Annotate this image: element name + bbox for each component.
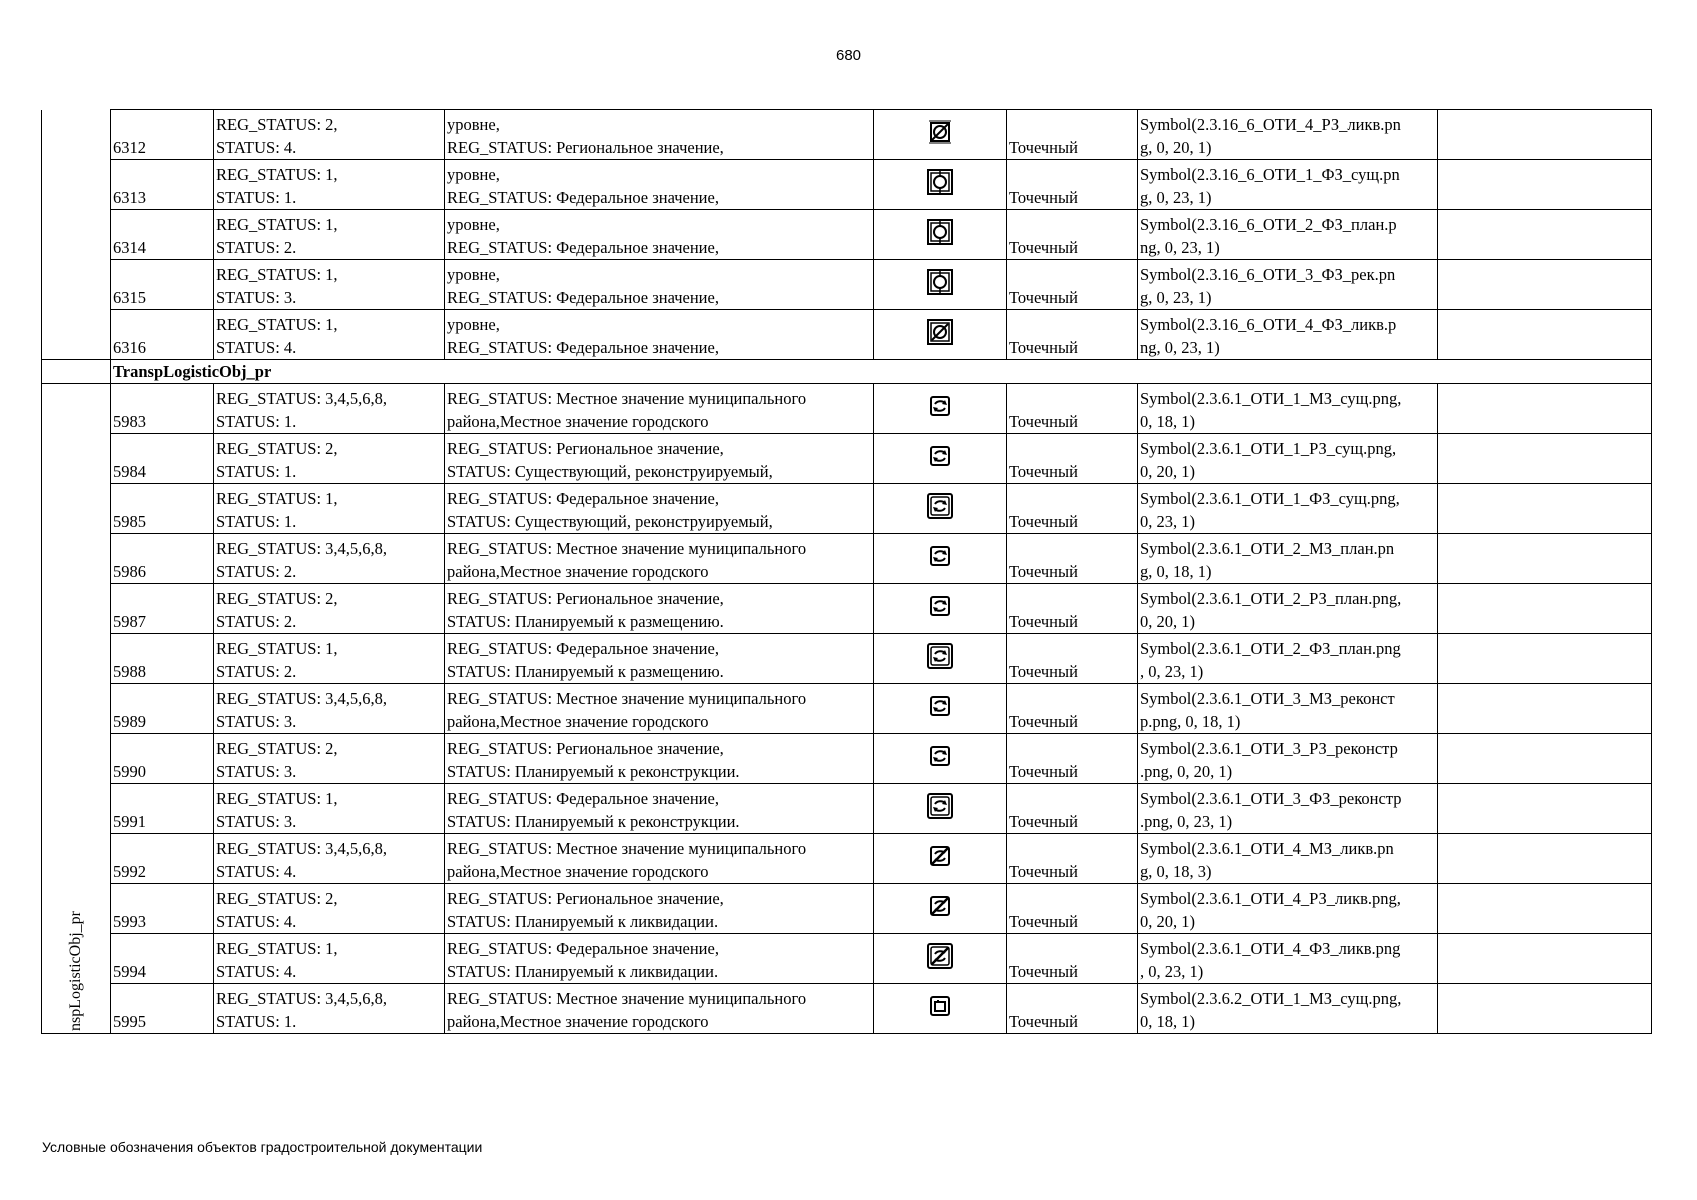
table-row <box>42 310 1652 360</box>
empty-cell <box>1438 384 1652 434</box>
cell-line: STATUS: 3. <box>216 812 297 831</box>
geometry-cell: Точечный <box>1007 310 1138 360</box>
code-cell: 5988 <box>111 634 214 684</box>
cell-line: района,Местное значение городского <box>447 412 709 431</box>
cell-line: района,Местное значение городского <box>447 862 709 881</box>
symbol-square-icon <box>923 989 957 1023</box>
symbol-cell <box>1138 934 1438 984</box>
cell-line: Symbol(2.3.16_6_ОТИ_3_ФЗ_рек.pn <box>1140 265 1396 284</box>
symbol-cell <box>1138 160 1438 210</box>
cell-line: Symbol(2.3.6.1_ОТИ_2_РЗ_план.png, <box>1140 589 1402 608</box>
cell-line: 0, 20, 1) <box>1140 462 1195 481</box>
symbol-cycle-federal-icon <box>923 639 957 673</box>
geometry-cell: Точечный <box>1007 110 1138 160</box>
cell-line: REG_STATUS: Региональное значение, <box>447 589 724 608</box>
condition-cell <box>214 684 445 734</box>
cell-line: REG_STATUS: Местное значение муниципального <box>447 689 807 708</box>
page-number: 680 <box>835 47 862 64</box>
cell-line: STATUS: Планируемый к реконструкции. <box>447 812 740 831</box>
description-cell <box>445 984 874 1034</box>
symbol-cell <box>1138 110 1438 160</box>
empty-cell <box>1438 784 1652 834</box>
description-cell <box>445 160 874 210</box>
empty-cell <box>1438 984 1652 1034</box>
cell-line: STATUS: Планируемый к размещению. <box>447 612 724 631</box>
cell-line: REG_STATUS: 3,4,5,6,8, <box>216 539 388 558</box>
description-cell <box>445 434 874 484</box>
condition-cell <box>214 384 445 434</box>
symbol-liquidation-federal-icon <box>923 315 957 349</box>
icon-cell <box>874 834 1007 884</box>
condition-cell <box>214 984 445 1034</box>
empty-cell <box>1438 210 1652 260</box>
description-cell <box>445 684 874 734</box>
icon-cell <box>874 210 1007 260</box>
cell-line: STATUS: 2. <box>216 562 297 581</box>
cell-line: REG_STATUS: 2, <box>216 889 338 908</box>
cell-line: REG_STATUS: 3,4,5,6,8, <box>216 389 388 408</box>
geometry-cell: Точечный <box>1007 260 1138 310</box>
geometry-cell: Точечный <box>1007 584 1138 634</box>
table-row <box>42 834 1652 884</box>
symbol-cell <box>1138 734 1438 784</box>
cell-line: REG_STATUS: 1, <box>216 265 338 284</box>
cell-line: Symbol(2.3.6.1_ОТИ_1_ФЗ_сущ.png, <box>1140 489 1400 508</box>
code-cell: 5991 <box>111 784 214 834</box>
cell-line: Symbol(2.3.6.1_ОТИ_1_РЗ_сущ.png, <box>1140 439 1397 458</box>
cell-line: STATUS: 4. <box>216 912 297 931</box>
table-row <box>42 784 1652 834</box>
cell-line: REG_STATUS: 1, <box>216 639 338 658</box>
group-cell <box>42 110 111 160</box>
table-row <box>42 934 1652 984</box>
cell-line: STATUS: Планируемый к ликвидации. <box>447 912 719 931</box>
icon-cell <box>874 634 1007 684</box>
cell-line: Symbol(2.3.6.1_ОТИ_4_РЗ_ликв.png, <box>1140 889 1401 908</box>
geometry-cell: Точечный <box>1007 834 1138 884</box>
symbol-cell <box>1138 484 1438 534</box>
cell-line: STATUS: 2. <box>216 238 297 257</box>
cell-line: 0, 20, 1) <box>1140 912 1195 931</box>
table-row <box>42 160 1652 210</box>
condition-cell <box>214 260 445 310</box>
cell-line: STATUS: 4. <box>216 962 297 981</box>
icon-cell <box>874 534 1007 584</box>
cell-line: REG_STATUS: 1, <box>216 789 338 808</box>
cell-line: района,Местное значение городского <box>447 1012 709 1031</box>
cell-line: REG_STATUS: Федеральное значение, <box>447 288 719 307</box>
symbol-cell <box>1138 210 1438 260</box>
cell-line: Symbol(2.3.16_6_ОТИ_1_ФЗ_сущ.pn <box>1140 165 1400 184</box>
geometry-cell: Точечный <box>1007 160 1138 210</box>
cell-line: STATUS: 1. <box>216 462 297 481</box>
description-cell <box>445 534 874 584</box>
icon-cell <box>874 684 1007 734</box>
cell-line: Symbol(2.3.6.1_ОТИ_1_МЗ_сущ.png, <box>1140 389 1402 408</box>
cell-line: .png, 0, 23, 1) <box>1140 812 1233 831</box>
cell-line: района,Местное значение городского <box>447 712 709 731</box>
cell-line: 0, 18, 1) <box>1140 412 1195 431</box>
cell-line: уровне, <box>447 165 500 184</box>
geometry-cell: Точечный <box>1007 884 1138 934</box>
cell-line: g, 0, 20, 1) <box>1140 138 1212 157</box>
code-cell: 5994 <box>111 934 214 984</box>
cell-line: REG_STATUS: Федеральное значение, <box>447 188 719 207</box>
group-cell <box>42 160 111 210</box>
symbol-circle-federal-icon <box>923 165 957 199</box>
description-cell <box>445 584 874 634</box>
symbol-cycle-liquidation-federal-icon <box>923 939 957 973</box>
empty-cell <box>1438 160 1652 210</box>
code-cell: 5992 <box>111 834 214 884</box>
cell-line: уровне, <box>447 315 500 334</box>
symbol-cell <box>1138 310 1438 360</box>
cell-line: REG_STATUS: 1, <box>216 939 338 958</box>
symbol-table <box>41 109 1652 1034</box>
description-cell <box>445 884 874 934</box>
icon-cell <box>874 484 1007 534</box>
code-cell: 5990 <box>111 734 214 784</box>
cell-line: STATUS: Планируемый к размещению. <box>447 662 724 681</box>
cell-line: STATUS: 3. <box>216 712 297 731</box>
cell-line: STATUS: 2. <box>216 612 297 631</box>
geometry-cell: Точечный <box>1007 934 1138 984</box>
cell-line: REG_STATUS: 3,4,5,6,8, <box>216 989 388 1008</box>
description-cell <box>445 310 874 360</box>
symbol-cycle-icon <box>923 739 957 773</box>
cell-line: Symbol(2.3.6.1_ОТИ_2_ФЗ_план.png <box>1140 639 1401 658</box>
code-cell: 6315 <box>111 260 214 310</box>
section-header-row <box>42 360 1652 384</box>
cell-line: уровне, <box>447 265 500 284</box>
icon-cell <box>874 734 1007 784</box>
symbol-cell <box>1138 784 1438 834</box>
symbol-cell <box>1138 834 1438 884</box>
cell-line: REG_STATUS: 1, <box>216 215 338 234</box>
empty-cell <box>1438 584 1652 634</box>
table-row <box>42 684 1652 734</box>
cell-line: REG_STATUS: 2, <box>216 739 338 758</box>
condition-cell <box>214 210 445 260</box>
geometry-cell: Точечный <box>1007 984 1138 1034</box>
icon-cell <box>874 110 1007 160</box>
geometry-cell: Точечный <box>1007 734 1138 784</box>
table-section-header <box>42 360 1652 384</box>
symbol-cell <box>1138 534 1438 584</box>
symbol-circle-federal-icon <box>923 215 957 249</box>
symbol-cell <box>1138 384 1438 434</box>
cell-line: Symbol(2.3.6.1_ОТИ_3_РЗ_реконстр <box>1140 739 1398 758</box>
cell-line: STATUS: 1. <box>216 188 297 207</box>
cell-line: REG_STATUS: Региональное значение, <box>447 138 724 157</box>
cell-line: REG_STATUS: Федеральное значение, <box>447 939 719 958</box>
symbol-cycle-liquidation-icon <box>923 889 957 923</box>
icon-cell <box>874 934 1007 984</box>
cell-line: REG_STATUS: Федеральное значение, <box>447 639 719 658</box>
icon-cell <box>874 884 1007 934</box>
cell-line: Symbol(2.3.16_6_ОТИ_2_ФЗ_план.р <box>1140 215 1397 234</box>
cell-line: REG_STATUS: Федеральное значение, <box>447 338 719 357</box>
description-cell <box>445 834 874 884</box>
icon-cell <box>874 384 1007 434</box>
condition-cell <box>214 584 445 634</box>
symbol-cycle-federal-icon <box>923 489 957 523</box>
symbol-cell <box>1138 634 1438 684</box>
geometry-cell: Точечный <box>1007 784 1138 834</box>
geometry-cell: Точечный <box>1007 384 1138 434</box>
condition-cell <box>214 484 445 534</box>
description-cell <box>445 260 874 310</box>
empty-cell <box>1438 534 1652 584</box>
symbol-cycle-federal-icon <box>923 789 957 823</box>
description-cell <box>445 634 874 684</box>
geometry-cell: Точечный <box>1007 434 1138 484</box>
cell-line: REG_STATUS: Местное значение муниципального <box>447 389 807 408</box>
symbol-cycle-icon <box>923 389 957 423</box>
condition-cell <box>214 834 445 884</box>
cell-line: STATUS: 2. <box>216 662 297 681</box>
icon-cell <box>874 160 1007 210</box>
geometry-cell: Точечный <box>1007 484 1138 534</box>
code-cell: 6314 <box>111 210 214 260</box>
symbol-circle-federal-icon <box>923 265 957 299</box>
cell-line: REG_STATUS: 3,4,5,6,8, <box>216 689 388 708</box>
cell-line: ng, 0, 23, 1) <box>1140 338 1220 357</box>
cell-line: REG_STATUS: Местное значение муниципального <box>447 539 807 558</box>
cell-line: Symbol(2.3.6.1_ОТИ_4_МЗ_ликв.pn <box>1140 839 1394 858</box>
empty-cell <box>1438 484 1652 534</box>
description-cell <box>445 934 874 984</box>
cell-line: STATUS: 3. <box>216 288 297 307</box>
table-row <box>42 984 1652 1034</box>
cell-line: Symbol(2.3.6.1_ОТИ_4_ФЗ_ликв.png <box>1140 939 1401 958</box>
group-cell <box>42 210 111 260</box>
cell-line: REG_STATUS: 2, <box>216 589 338 608</box>
cell-line: Symbol(2.3.6.1_ОТИ_2_МЗ_план.pn <box>1140 539 1395 558</box>
table-row <box>42 484 1652 534</box>
icon-cell <box>874 310 1007 360</box>
cell-line: REG_STATUS: Местное значение муниципального <box>447 989 807 1008</box>
cell-line: , 0, 23, 1) <box>1140 662 1204 681</box>
cell-line: REG_STATUS: Федеральное значение, <box>447 238 719 257</box>
geometry-cell: Точечный <box>1007 534 1138 584</box>
cell-line: STATUS: 4. <box>216 338 297 357</box>
table-row <box>42 260 1652 310</box>
table-row <box>42 534 1652 584</box>
code-cell: 6312 <box>111 110 214 160</box>
symbol-cell <box>1138 260 1438 310</box>
empty-cell <box>1438 834 1652 884</box>
condition-cell <box>214 734 445 784</box>
cell-line: STATUS: 1. <box>216 1012 297 1031</box>
condition-cell <box>214 884 445 934</box>
symbol-liquidation-icon <box>923 115 957 149</box>
cell-line: Symbol(2.3.16_6_ОТИ_4_ФЗ_ликв.р <box>1140 315 1397 334</box>
description-cell <box>445 384 874 434</box>
code-cell: 5983 <box>111 384 214 434</box>
cell-line: Symbol(2.3.6.1_ОТИ_3_ФЗ_реконстр <box>1140 789 1402 808</box>
icon-cell <box>874 984 1007 1034</box>
cell-line: .png, 0, 20, 1) <box>1140 762 1233 781</box>
description-cell <box>445 734 874 784</box>
cell-line: 0, 23, 1) <box>1140 512 1195 531</box>
cell-line: STATUS: 3. <box>216 762 297 781</box>
cell-line: REG_STATUS: 3,4,5,6,8, <box>216 839 388 858</box>
description-cell <box>445 110 874 160</box>
cell-line: ng, 0, 23, 1) <box>1140 238 1220 257</box>
cell-line: g, 0, 18, 1) <box>1140 562 1212 581</box>
cell-line: 0, 20, 1) <box>1140 612 1195 631</box>
empty-cell <box>1438 934 1652 984</box>
geometry-cell: Точечный <box>1007 210 1138 260</box>
cell-line: STATUS: Планируемый к ликвидации. <box>447 962 719 981</box>
cell-line: REG_STATUS: 1, <box>216 165 338 184</box>
cell-line: STATUS: 4. <box>216 138 297 157</box>
condition-cell <box>214 160 445 210</box>
cell-line: p.png, 0, 18, 1) <box>1140 712 1241 731</box>
cell-line: , 0, 23, 1) <box>1140 962 1204 981</box>
empty-cell <box>1438 260 1652 310</box>
cell-line: REG_STATUS: Федеральное значение, <box>447 489 719 508</box>
empty-cell <box>1438 310 1652 360</box>
condition-cell <box>214 110 445 160</box>
cell-line: STATUS: Существующий, реконструируемый, <box>447 512 773 531</box>
symbol-cycle-liquidation-icon <box>923 839 957 873</box>
condition-cell <box>214 534 445 584</box>
empty-cell <box>1438 634 1652 684</box>
table-body-top <box>42 110 1652 360</box>
code-cell: 5986 <box>111 534 214 584</box>
cell-line: STATUS: Планируемый к реконструкции. <box>447 762 740 781</box>
symbol-cell <box>1138 984 1438 1034</box>
cell-line: уровне, <box>447 215 500 234</box>
symbol-cell <box>1138 434 1438 484</box>
code-cell: 5989 <box>111 684 214 734</box>
cell-line: g, 0, 18, 3) <box>1140 862 1212 881</box>
icon-cell <box>874 434 1007 484</box>
cell-line: g, 0, 23, 1) <box>1140 288 1212 307</box>
icon-cell <box>874 584 1007 634</box>
cell-line: REG_STATUS: 1, <box>216 489 338 508</box>
cell-line: STATUS: 1. <box>216 412 297 431</box>
cell-line: REG_STATUS: Федеральное значение, <box>447 789 719 808</box>
table-row <box>42 384 1652 434</box>
geometry-cell: Точечный <box>1007 684 1138 734</box>
cell-line: REG_STATUS: Региональное значение, <box>447 889 724 908</box>
cell-line: REG_STATUS: Региональное значение, <box>447 439 724 458</box>
symbol-cycle-icon <box>923 439 957 473</box>
code-cell: 5995 <box>111 984 214 1034</box>
code-cell: 5987 <box>111 584 214 634</box>
code-cell: 6316 <box>111 310 214 360</box>
group-cell <box>42 260 111 310</box>
code-cell: 5984 <box>111 434 214 484</box>
cell-line: 0, 18, 1) <box>1140 1012 1195 1031</box>
cell-line: Symbol(2.3.16_6_ОТИ_4_РЗ_ликв.pn <box>1140 115 1401 134</box>
condition-cell <box>214 934 445 984</box>
cell-line: Symbol(2.3.6.2_ОТИ_1_МЗ_сущ.png, <box>1140 989 1402 1008</box>
symbol-cell <box>1138 884 1438 934</box>
table-row <box>42 210 1652 260</box>
symbol-cycle-icon <box>923 689 957 723</box>
empty-cell <box>1438 734 1652 784</box>
section-title: TranspLogisticObj_pr <box>111 360 1652 384</box>
group-label: nspLogisticObj_pr <box>67 911 84 1031</box>
condition-cell <box>214 310 445 360</box>
cell-line: REG_STATUS: 2, <box>216 115 338 134</box>
empty-cell <box>1438 884 1652 934</box>
table-row <box>42 634 1652 684</box>
description-cell <box>445 210 874 260</box>
condition-cell <box>214 784 445 834</box>
cell-line: REG_STATUS: Местное значение муниципального <box>447 839 807 858</box>
geometry-cell: Точечный <box>1007 634 1138 684</box>
table-row <box>42 734 1652 784</box>
group-cell <box>42 310 111 360</box>
table-row <box>42 584 1652 634</box>
code-cell: 6313 <box>111 160 214 210</box>
table-row <box>42 884 1652 934</box>
cell-line: STATUS: 4. <box>216 862 297 881</box>
icon-cell <box>874 784 1007 834</box>
group-cell <box>42 384 111 1034</box>
section-group-cell <box>42 360 111 384</box>
table-row <box>42 110 1652 160</box>
condition-cell <box>214 434 445 484</box>
cell-line: REG_STATUS: Региональное значение, <box>447 739 724 758</box>
description-cell <box>445 484 874 534</box>
cell-line: REG_STATUS: 1, <box>216 315 338 334</box>
footer-text: Условные обозначения объектов градостроительной документации <box>42 1139 483 1155</box>
empty-cell <box>1438 434 1652 484</box>
symbol-cycle-icon <box>923 589 957 623</box>
table-body-bottom <box>42 384 1652 1034</box>
cell-line: g, 0, 23, 1) <box>1140 188 1212 207</box>
empty-cell <box>1438 110 1652 160</box>
description-cell <box>445 784 874 834</box>
table-row <box>42 434 1652 484</box>
code-cell: 5993 <box>111 884 214 934</box>
symbol-cell <box>1138 584 1438 634</box>
code-cell: 5985 <box>111 484 214 534</box>
icon-cell <box>874 260 1007 310</box>
cell-line: STATUS: Существующий, реконструируемый, <box>447 462 773 481</box>
condition-cell <box>214 634 445 684</box>
cell-line: уровне, <box>447 115 500 134</box>
empty-cell <box>1438 684 1652 734</box>
cell-line: Symbol(2.3.6.1_ОТИ_3_МЗ_реконст <box>1140 689 1395 708</box>
symbol-cell <box>1138 684 1438 734</box>
cell-line: района,Местное значение городского <box>447 562 709 581</box>
cell-line: STATUS: 1. <box>216 512 297 531</box>
cell-line: REG_STATUS: 2, <box>216 439 338 458</box>
symbol-cycle-icon <box>923 539 957 573</box>
